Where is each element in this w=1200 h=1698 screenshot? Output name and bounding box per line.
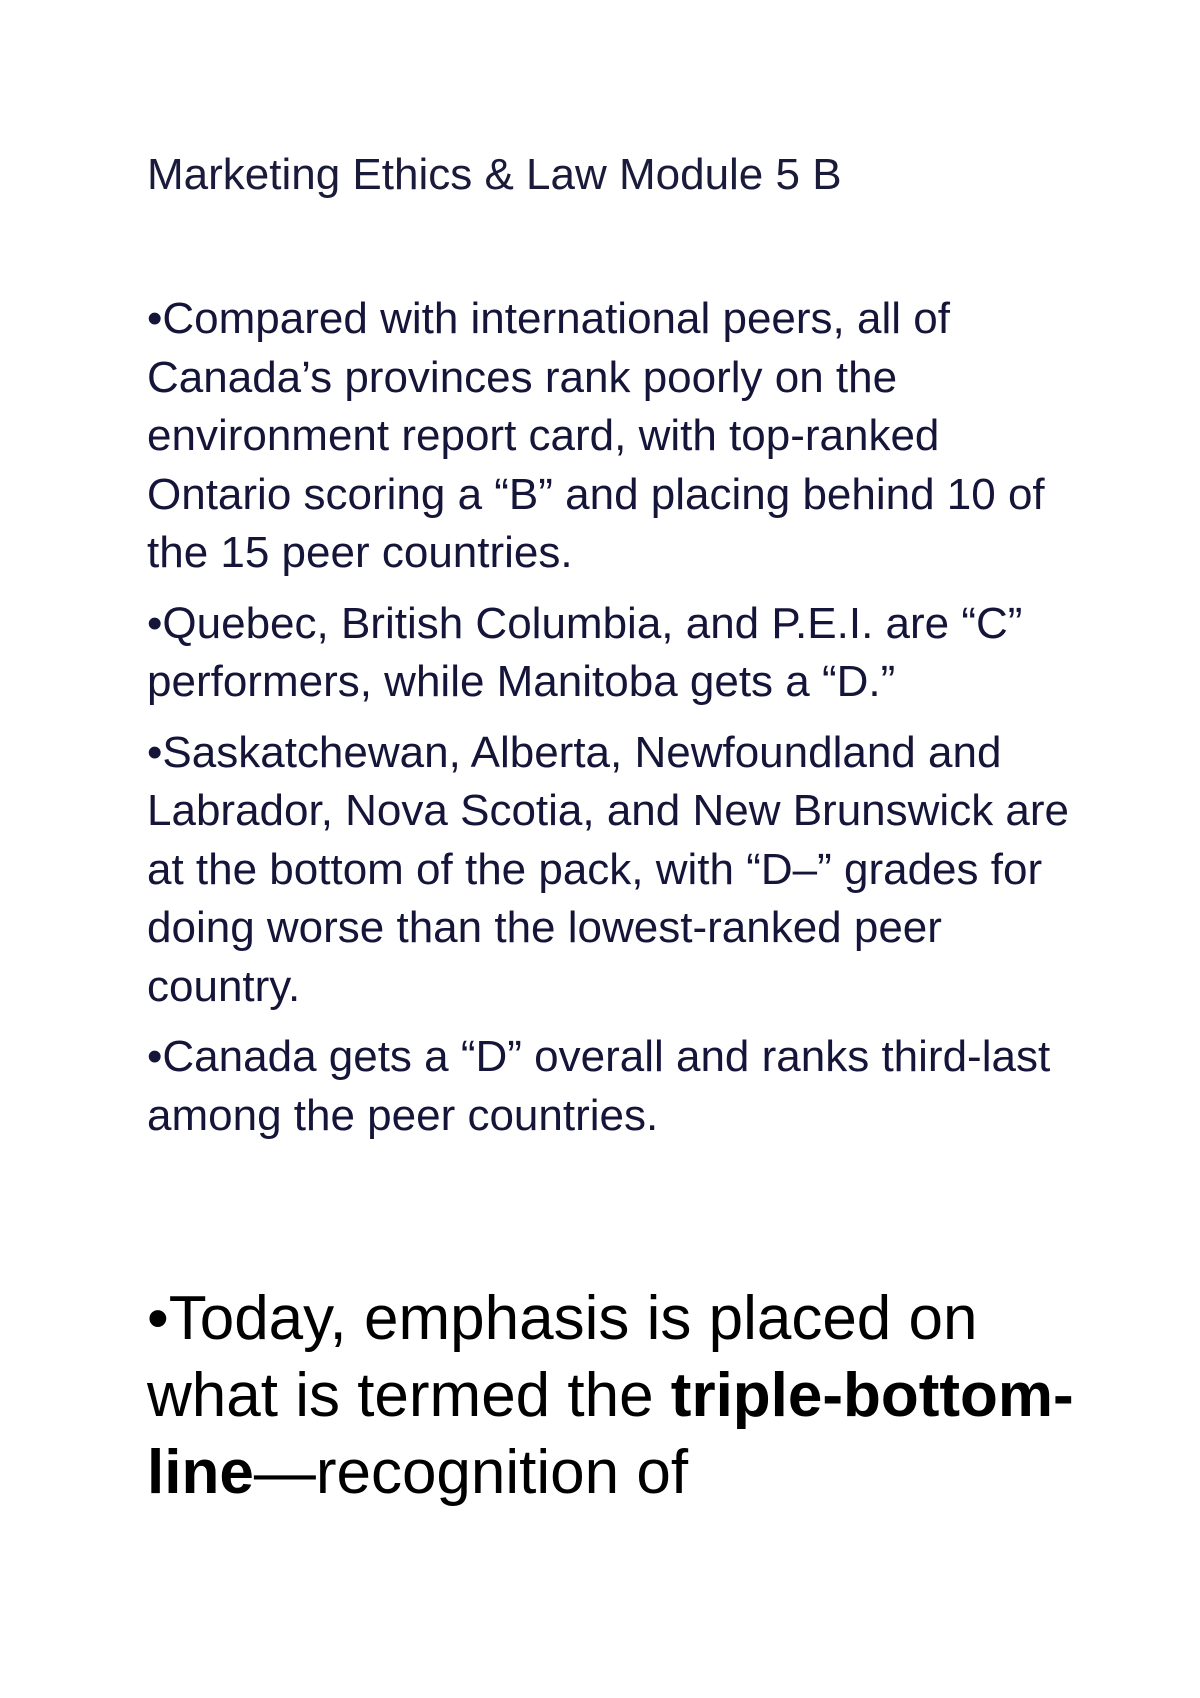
emphasis-lead: Today, emphasis is placed on what is termed the (147, 1284, 978, 1430)
bullet-text: Canada gets a “D” overall and ranks third-last among the peer countries. (147, 1032, 1051, 1140)
bullet-text: Saskatchewan, Alberta, Newfoundland and Labrador, Nova Scotia, and New Brunswick are at the bottom of the pack, with “D–” grades for doing worse than the lowest-ranked peer country. (147, 727, 1070, 1011)
bullet-list (147, 290, 1077, 1157)
bullet-text: Compared with international peers, all of Canada’s provinces rank poorly on the environment report card, with top-ranked Ontario scoring a “B” and placing behind 10 of the 15 peer countries. (147, 294, 1045, 577)
bullet-marker: • (147, 1032, 163, 1081)
bullet-text: Quebec, British Columbia, and P.E.I. are “C” performers, while Manitoba gets a “D.” (147, 598, 1023, 706)
bullet-marker: • (147, 294, 163, 343)
bullet-item-bottom-of-pack (147, 724, 1077, 1017)
emphasis-term: triple-bottom-line (147, 1361, 1074, 1507)
bullet-item-ranking (147, 290, 1077, 583)
bullet-marker: • (147, 1284, 169, 1353)
document-page (147, 0, 1077, 1698)
page-title: Marketing Ethics & Law Module 5 B (147, 150, 842, 199)
emphasis-paragraph (147, 1280, 1077, 1511)
bullet-item-canada-overall (147, 1028, 1077, 1145)
emphasis-tail: —recognition of (253, 1438, 689, 1507)
bullet-marker: • (147, 727, 163, 777)
bullet-item-c-performers (147, 595, 1077, 712)
bullet-marker: • (147, 598, 163, 648)
